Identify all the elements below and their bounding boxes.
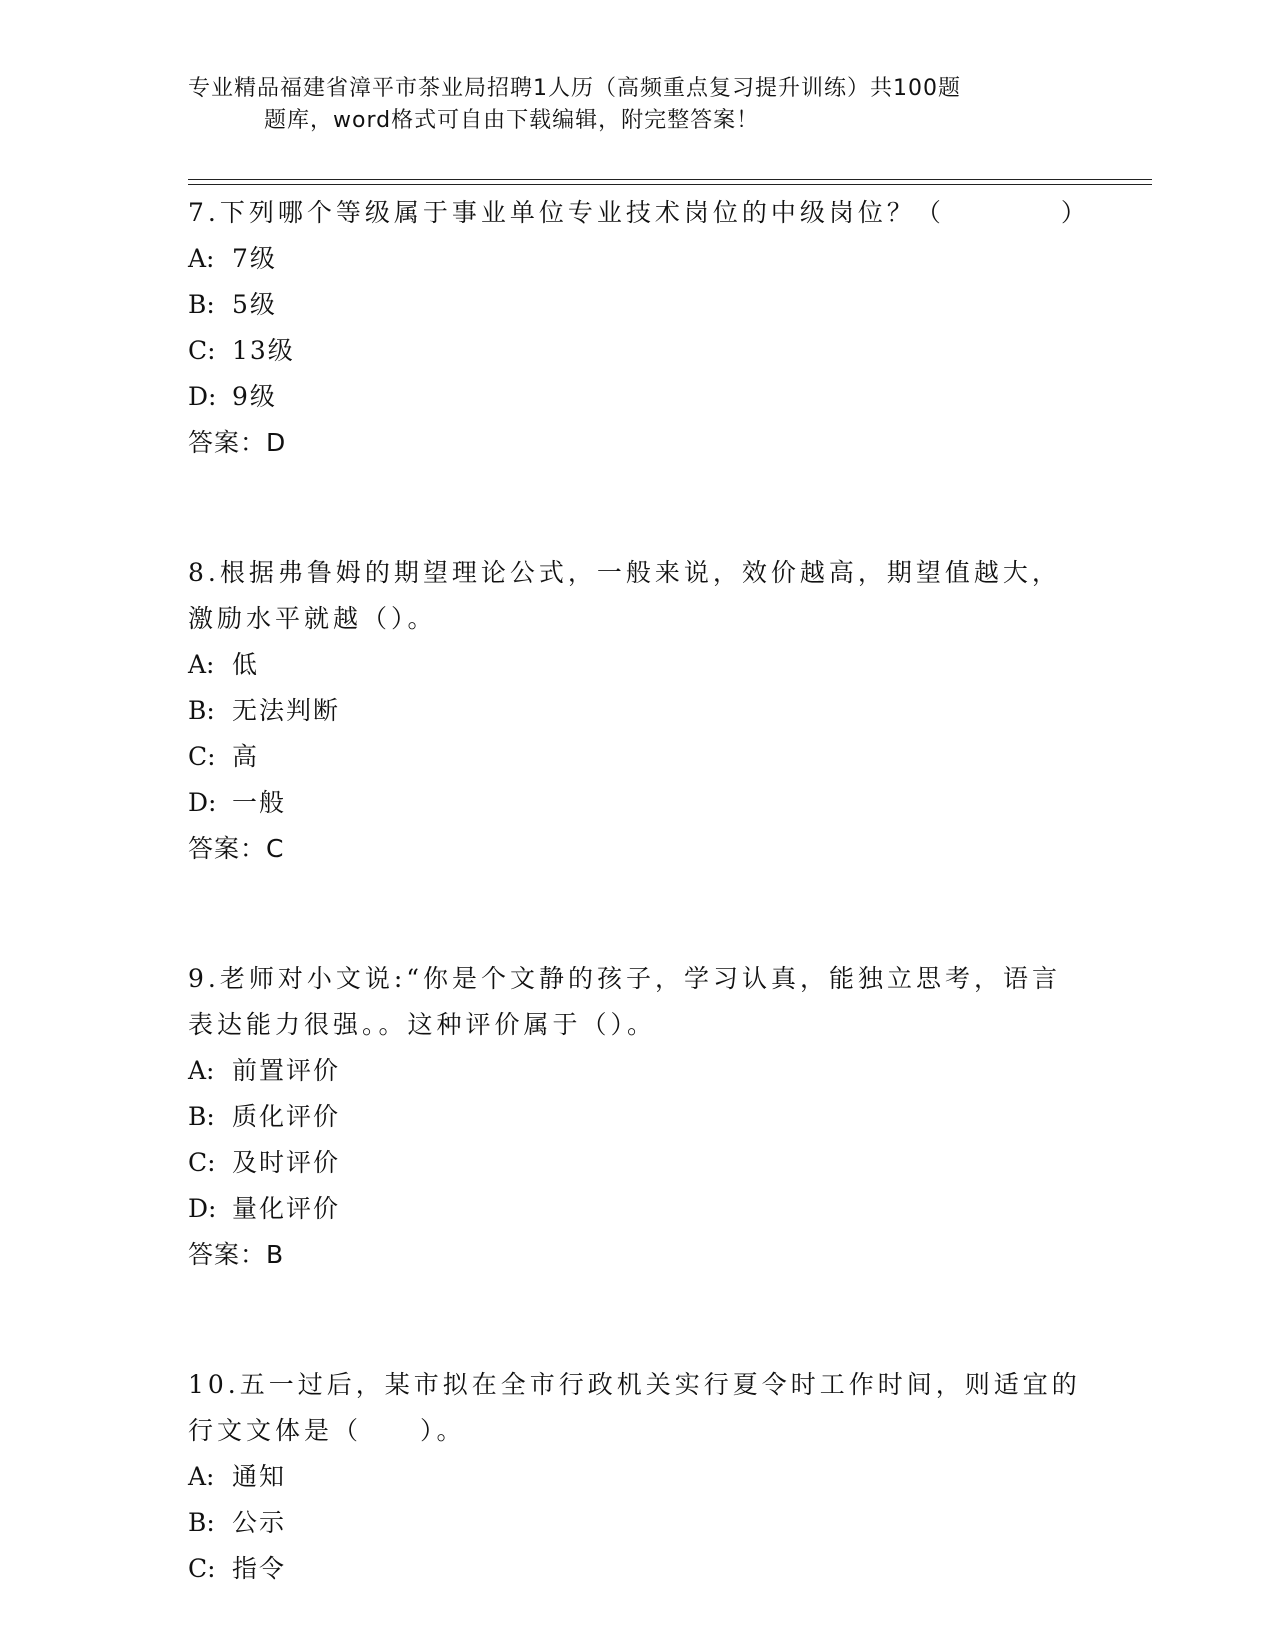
option-key: C: [188, 1148, 216, 1177]
option-key: C: [188, 742, 216, 771]
option-text: 7级 [232, 244, 277, 273]
option-key: A: [188, 1462, 215, 1491]
option-key: D: [188, 382, 217, 411]
question-text: 9.老师对小文说:“你是个文静的孩子，学习认真，能独立思考，语言表达能力很强。。这种评价属于（）。 [188, 964, 1062, 1039]
header-divider-top [188, 179, 1152, 180]
option-c [188, 328, 1088, 374]
option-text: 高 [232, 742, 260, 771]
option-a [188, 236, 1088, 282]
option-b [188, 1500, 1088, 1546]
question-7 [188, 190, 1088, 466]
option-text: 5级 [232, 290, 277, 319]
header-title-line-2: 题库，word格式可自由下载编辑，附完整答案！ [264, 108, 760, 133]
option-key: D: [188, 788, 217, 817]
option-key: A: [188, 244, 215, 273]
answer: 答案：B [188, 1240, 285, 1269]
option-key: C: [188, 336, 216, 365]
option-c [188, 1546, 1088, 1592]
answer: 答案：C [188, 834, 285, 863]
option-text: 无法判断 [232, 696, 341, 725]
option-text: 通知 [232, 1462, 287, 1491]
option-key: B: [188, 1102, 215, 1131]
option-d [188, 374, 1088, 420]
question-text: 7.下列哪个等级属于事业单位专业技术岗位的中级岗位？（ ） [188, 198, 1090, 227]
option-b [188, 282, 1088, 328]
option-key: A: [188, 650, 215, 679]
question-9 [188, 956, 1088, 1278]
question-text: 10.五一过后，某市拟在全市行政机关实行夏令时工作时间，则适宜的行文文体是（ ）。 [188, 1370, 1081, 1445]
option-a [188, 1454, 1088, 1500]
option-key: C: [188, 1554, 216, 1583]
option-d [188, 780, 1088, 826]
option-text: 质化评价 [232, 1102, 341, 1131]
option-key: B: [188, 696, 215, 725]
option-b [188, 688, 1088, 734]
option-text: 及时评价 [232, 1148, 341, 1177]
document-header [188, 73, 1048, 137]
question-8 [188, 550, 1088, 872]
option-a [188, 642, 1088, 688]
header-title-line-1: 专业精品福建省漳平市茶业局招聘1人历（高频重点复习提升训练）共100题 [188, 76, 961, 101]
option-text: 9级 [232, 382, 277, 411]
option-text: 量化评价 [232, 1194, 341, 1223]
option-c [188, 1140, 1088, 1186]
option-text: 一般 [232, 788, 287, 817]
option-b [188, 1094, 1088, 1140]
option-text: 低 [232, 650, 260, 679]
option-key: D: [188, 1194, 217, 1223]
question-10 [188, 1362, 1088, 1592]
option-text: 指令 [232, 1554, 287, 1583]
header-divider-bottom [188, 184, 1152, 185]
option-c [188, 734, 1088, 780]
option-d [188, 1186, 1088, 1232]
option-text: 前置评价 [232, 1056, 341, 1085]
option-text: 公示 [232, 1508, 287, 1537]
answer: 答案：D [188, 428, 287, 457]
question-list [188, 190, 1088, 1592]
option-key: B: [188, 1508, 215, 1537]
option-key: A: [188, 1056, 215, 1085]
option-text: 13级 [232, 336, 295, 365]
option-key: B: [188, 290, 215, 319]
question-text: 8.根据弗鲁姆的期望理论公式，一般来说，效价越高，期望值越大，激励水平就越（）。 [188, 558, 1061, 633]
option-a [188, 1048, 1088, 1094]
